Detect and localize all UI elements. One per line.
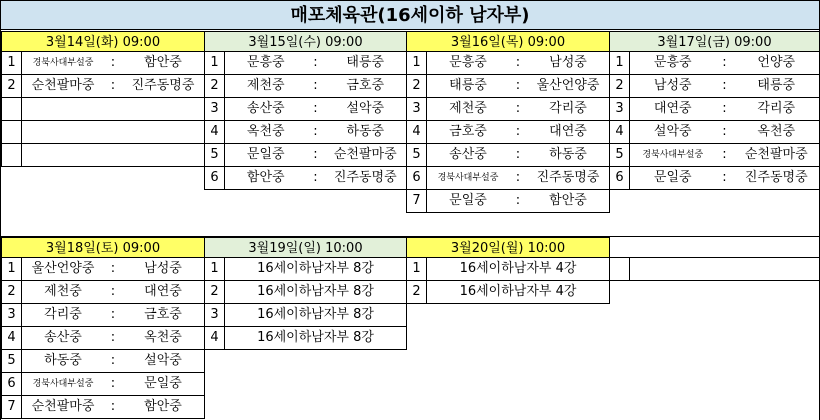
match-number: 2 — [610, 75, 630, 97]
match-description: 16세이하남자부 4강 — [459, 284, 577, 299]
away-team: 진주동명중 — [131, 78, 195, 93]
match-row — [406, 75, 610, 98]
day-header: 3월19일(일) 10:00 — [204, 237, 407, 258]
home-team: 송산중 — [246, 101, 285, 116]
empty-match-row — [1, 98, 205, 121]
match-number: 4 — [205, 327, 225, 349]
match-number: 1 — [407, 258, 427, 280]
away-team: 함안중 — [144, 399, 182, 414]
versus-separator: : — [313, 124, 318, 139]
match-number: 1 — [205, 52, 225, 74]
match-number: 2 — [2, 281, 22, 303]
versus-separator: : — [515, 101, 521, 116]
versus-separator: : — [110, 353, 116, 368]
home-team: 순천팔마중 — [31, 78, 95, 93]
match-row — [609, 121, 820, 144]
versus-separator: : — [313, 147, 318, 162]
home-team: 문흥중 — [246, 55, 285, 70]
home-team: 하동중 — [44, 353, 82, 368]
match-row — [609, 144, 820, 167]
match-number — [2, 144, 22, 166]
match-row — [1, 52, 205, 75]
away-team: 진주동명중 — [744, 170, 808, 185]
home-team: 남성중 — [653, 78, 692, 93]
match-row — [204, 327, 407, 350]
match-number: 3 — [205, 98, 225, 120]
match-number: 2 — [205, 281, 225, 303]
match-number: 2 — [205, 75, 225, 97]
match-number: 4 — [2, 327, 22, 349]
match-number: 4 — [205, 121, 225, 143]
away-team: 옥천중 — [144, 330, 182, 345]
versus-separator: : — [515, 170, 521, 185]
match-number: 3 — [2, 304, 22, 326]
versus-separator: : — [722, 101, 727, 116]
row-text — [630, 258, 819, 280]
home-team: 옥천중 — [246, 124, 285, 139]
match-row — [204, 52, 407, 75]
match-row — [1, 373, 205, 396]
versus-separator: : — [110, 376, 116, 391]
versus-separator: : — [110, 307, 116, 322]
match-number — [2, 98, 22, 120]
match-description: 16세이하남자부 8강 — [257, 284, 374, 299]
home-team: 각리중 — [44, 307, 82, 322]
match-number: 6 — [2, 373, 22, 395]
day-block-mar14 — [1, 31, 204, 167]
empty-match-row — [1, 121, 205, 144]
away-team: 울산언양중 — [536, 78, 600, 93]
versus-separator: : — [110, 399, 116, 414]
match-row — [406, 258, 610, 281]
match-row — [204, 144, 407, 167]
match-number: 6 — [610, 167, 630, 189]
match-number: 5 — [2, 350, 22, 372]
match-row — [1, 396, 205, 419]
empty-cell — [22, 98, 204, 120]
versus-separator: : — [515, 55, 521, 70]
away-team: 하동중 — [346, 124, 385, 139]
day-header: 3월14일(화) 09:00 — [1, 31, 205, 52]
versus-separator: : — [110, 330, 116, 345]
page-title: 매포체육관(16세이하 남자부) — [1, 0, 819, 30]
match-row — [406, 52, 610, 75]
match-row — [204, 258, 407, 281]
match-number: 2 — [2, 75, 22, 97]
away-team: 태릉중 — [346, 55, 385, 70]
match-description: 16세이하남자부 8강 — [257, 261, 374, 276]
home-team: 설악중 — [653, 124, 692, 139]
away-team: 금호중 — [346, 78, 385, 93]
away-team: 옥천중 — [757, 124, 796, 139]
away-team: 진주동명중 — [536, 170, 600, 185]
versus-separator: : — [110, 78, 116, 93]
versus-separator: : — [313, 170, 318, 185]
empty-cell — [22, 144, 204, 166]
row-number — [610, 258, 630, 280]
versus-separator: : — [722, 55, 727, 70]
match-row — [406, 167, 610, 190]
away-team: 대연중 — [144, 284, 182, 299]
away-team: 함안중 — [144, 55, 182, 70]
empty-cell — [22, 121, 204, 143]
home-team: 문일중 — [653, 170, 692, 185]
day-block-mar17 — [609, 31, 819, 190]
match-number: 3 — [407, 98, 427, 120]
match-number: 1 — [407, 52, 427, 74]
versus-separator: : — [313, 78, 318, 93]
away-team: 남성중 — [144, 261, 182, 276]
home-team: 순천팔마중 — [31, 399, 95, 414]
match-row — [204, 98, 407, 121]
empty-day-block — [609, 237, 819, 281]
home-team: 경북사대부설중 — [437, 173, 499, 183]
empty-match-row — [1, 144, 205, 167]
away-team: 태릉중 — [757, 78, 796, 93]
match-number: 1 — [2, 258, 22, 280]
away-team: 순천팔마중 — [333, 147, 397, 162]
match-row — [406, 144, 610, 167]
versus-separator: : — [110, 284, 116, 299]
day-block-mar18 — [1, 237, 204, 419]
match-row — [406, 281, 610, 304]
match-row — [609, 98, 820, 121]
match-row — [204, 121, 407, 144]
match-row — [406, 98, 610, 121]
match-row — [204, 304, 407, 327]
home-team: 경북사대부설중 — [32, 379, 94, 389]
day-block-mar19 — [204, 237, 406, 350]
versus-separator: : — [515, 124, 521, 139]
day-header: 3월18일(토) 09:00 — [1, 237, 205, 258]
match-row — [609, 167, 820, 190]
match-row — [1, 258, 205, 281]
match-row — [1, 304, 205, 327]
home-team: 울산언양중 — [31, 261, 95, 276]
home-team: 문흥중 — [449, 55, 487, 70]
match-number: 3 — [610, 98, 630, 120]
home-team: 문일중 — [246, 147, 285, 162]
versus-separator: : — [722, 78, 727, 93]
away-team: 대연중 — [549, 124, 587, 139]
match-number: 2 — [407, 75, 427, 97]
match-row — [406, 121, 610, 144]
home-team: 제천중 — [44, 284, 82, 299]
home-team: 제천중 — [449, 101, 487, 116]
match-row — [204, 167, 407, 190]
match-number: 1 — [205, 258, 225, 280]
match-number: 1 — [2, 52, 22, 74]
match-number: 7 — [2, 396, 22, 418]
match-number: 5 — [610, 144, 630, 166]
match-row — [609, 52, 820, 75]
away-team: 설악중 — [346, 101, 385, 116]
match-number: 4 — [610, 121, 630, 143]
away-team: 문일중 — [144, 376, 182, 391]
home-team: 함안중 — [246, 170, 285, 185]
match-number: 5 — [407, 144, 427, 166]
home-team: 문일중 — [449, 193, 487, 208]
away-team: 함안중 — [549, 193, 587, 208]
versus-separator: : — [515, 78, 521, 93]
away-team: 남성중 — [549, 55, 587, 70]
match-row — [204, 75, 407, 98]
away-team: 각리중 — [757, 101, 796, 116]
day-header: 3월16일(목) 09:00 — [406, 31, 610, 52]
versus-separator: : — [313, 55, 318, 70]
away-team: 언양중 — [757, 55, 796, 70]
match-row — [406, 190, 610, 213]
day-header: 3월15일(수) 09:00 — [204, 31, 407, 52]
home-team: 금호중 — [449, 124, 487, 139]
versus-separator: : — [722, 170, 727, 185]
away-team: 진주동명중 — [333, 170, 397, 185]
versus-separator: : — [722, 147, 727, 162]
match-row — [1, 75, 205, 98]
match-number: 3 — [205, 304, 225, 326]
match-description: 16세이하남자부 4강 — [459, 261, 577, 276]
away-team: 순천팔마중 — [744, 147, 808, 162]
day-header: 3월20일(월) 10:00 — [406, 237, 610, 258]
home-team: 문흥중 — [653, 55, 692, 70]
match-row — [204, 281, 407, 304]
versus-separator: : — [515, 193, 521, 208]
versus-separator: : — [313, 101, 318, 116]
match-number: 6 — [407, 167, 427, 189]
match-description: 16세이하남자부 8강 — [257, 330, 374, 345]
away-team: 하동중 — [549, 147, 587, 162]
home-team: 제천중 — [246, 78, 285, 93]
away-team: 각리중 — [549, 101, 587, 116]
match-number: 1 — [610, 52, 630, 74]
empty-row — [609, 258, 820, 281]
away-team: 금호중 — [144, 307, 182, 322]
match-row — [1, 327, 205, 350]
day-header: 3월17일(금) 09:00 — [609, 31, 820, 52]
versus-separator: : — [110, 261, 116, 276]
day-block-mar20 — [406, 237, 609, 304]
versus-separator: : — [515, 147, 521, 162]
day-block-mar15 — [204, 31, 406, 190]
day-block-mar16 — [406, 31, 609, 213]
match-row — [609, 75, 820, 98]
empty-header — [609, 237, 820, 258]
match-row — [1, 350, 205, 373]
match-description: 16세이하남자부 8강 — [257, 307, 374, 322]
home-team: 송산중 — [44, 330, 82, 345]
versus-separator: : — [110, 55, 116, 70]
match-number: 4 — [407, 121, 427, 143]
match-number: 6 — [205, 167, 225, 189]
home-team: 경북사대부설중 — [642, 150, 704, 160]
away-team: 설악중 — [144, 353, 182, 368]
versus-separator: : — [722, 124, 727, 139]
match-number — [2, 121, 22, 143]
home-team: 송산중 — [449, 147, 487, 162]
match-row — [1, 281, 205, 304]
match-number: 7 — [407, 190, 427, 212]
match-number: 2 — [407, 281, 427, 303]
match-number: 5 — [205, 144, 225, 166]
home-team: 태릉중 — [449, 78, 487, 93]
home-team: 경북사대부설중 — [32, 58, 94, 68]
home-team: 대연중 — [653, 101, 692, 116]
